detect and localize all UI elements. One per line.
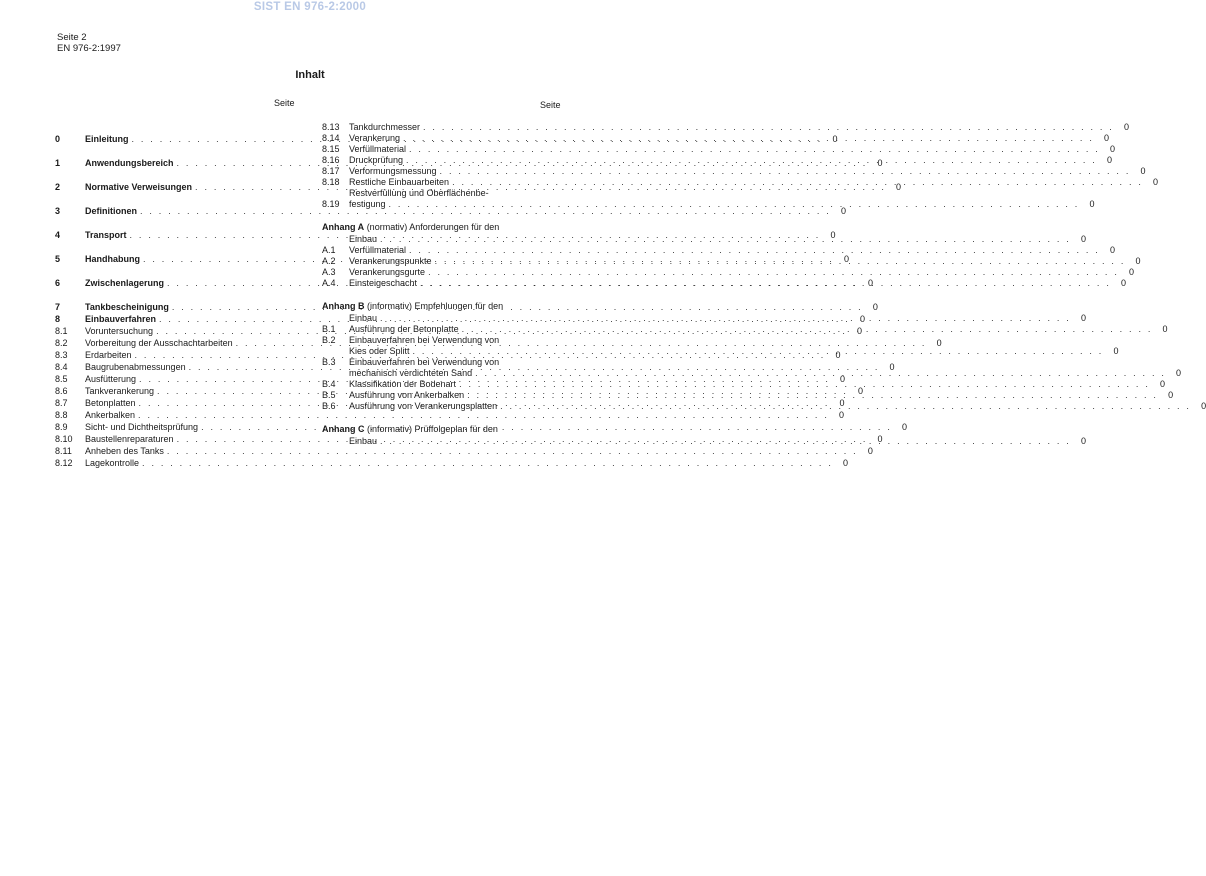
toc-title: Ausführung der Betonplatte	[349, 324, 459, 334]
dot-leader	[380, 313, 1071, 325]
toc-title: Druckprüfung	[349, 155, 404, 165]
toc-title: Klassifikation der Bodenart	[349, 379, 457, 389]
toc-title: Normative Verweisungen	[85, 182, 193, 192]
annex-label: Anhang B	[322, 301, 365, 311]
toc-entry-8-19[interactable]	[322, 188, 1095, 210]
toc-entry-8-18[interactable]	[322, 177, 1159, 188]
toc-annex-c[interactable]	[322, 424, 1087, 447]
toc-title: Einsteigeschacht	[349, 278, 418, 288]
toc-title-line2: festigung	[349, 199, 386, 209]
toc-title: Anheben des Tanks	[85, 446, 164, 456]
toc-entry-a-1[interactable]	[322, 245, 1116, 256]
toc-title: Verfüllmaterial	[349, 245, 407, 255]
toc-title: Voruntersuchung	[85, 326, 154, 336]
dot-leader	[380, 234, 1071, 246]
toc-number: 8.16	[322, 155, 340, 165]
toc-page: 0	[872, 302, 878, 312]
toc-page: 0	[843, 458, 849, 468]
toc-entry-8-8[interactable]	[55, 409, 845, 421]
toc-page: 0	[1121, 278, 1127, 288]
toc-title: Handhabung	[85, 254, 140, 264]
toc-page: 0	[1081, 435, 1087, 446]
toc-entry-8-13[interactable]	[322, 122, 1130, 133]
toc-title: Verformungsmessung	[349, 166, 437, 176]
toc-page: 0	[1140, 166, 1146, 176]
toc-title: Verfüllmaterial	[349, 144, 407, 154]
toc-title: Tankdurchmesser	[349, 122, 421, 132]
toc-page: 0	[889, 362, 895, 372]
dot-leader	[467, 390, 1158, 401]
annex-label: Anhang C	[322, 424, 365, 434]
toc-title-line2: mechanisch verdichteten Sand	[349, 368, 473, 378]
dot-leader	[500, 401, 1191, 412]
toc-number: 8.15	[322, 144, 340, 154]
toc-page: 0	[902, 422, 908, 432]
toc-page: 0	[835, 350, 841, 360]
toc-entry-8-15[interactable]	[322, 144, 1116, 155]
dot-leader	[413, 346, 1104, 357]
toc-number: B.1	[322, 324, 336, 334]
toc-title-line1: Einbauverfahren bei Verwendung von	[349, 335, 500, 345]
toc-page: 0	[1160, 379, 1166, 389]
toc-title-line2: Kies oder Splitt	[349, 346, 410, 356]
page-header	[57, 32, 121, 54]
toc-number: 8.14	[322, 133, 340, 143]
seite-label-left: Seite	[274, 98, 295, 108]
dot-leader	[420, 278, 1111, 289]
document-id: EN 976-2:1997	[57, 43, 121, 54]
toc-number: 6	[55, 278, 61, 288]
toc-number: A.3	[322, 267, 336, 277]
toc-page: 0	[1110, 144, 1116, 154]
toc-title: Lagekontrolle	[85, 458, 140, 468]
toc-number: 8.5	[55, 374, 68, 384]
toc-number: 5	[55, 254, 61, 264]
dot-leader	[440, 166, 1131, 177]
toc-number: 8.1	[55, 326, 68, 336]
toc-number: 8.12	[55, 458, 73, 468]
toc-title: Tankbescheinigung	[85, 302, 169, 312]
toc-entry-a-4[interactable]	[322, 278, 1127, 289]
dot-leader	[142, 457, 833, 469]
toc-title: Vorbereitung der Ausschachtarbeiten	[85, 338, 233, 348]
toc-title: Transport	[85, 230, 127, 240]
toc-page: 0	[1162, 324, 1168, 334]
toc-entry-a-3[interactable]	[322, 267, 1135, 278]
toc-page: 0	[839, 398, 845, 408]
annex-heading	[322, 424, 1086, 436]
toc-page: 0	[936, 338, 942, 348]
toc-page: 0	[843, 254, 849, 264]
toc-page: 0	[1176, 368, 1182, 378]
toc-number: 8.18	[322, 177, 340, 187]
toc-number: A.1	[322, 245, 336, 255]
toc-page: 0	[1104, 133, 1110, 143]
toc-page: 0	[858, 386, 864, 396]
dot-leader	[435, 256, 1126, 267]
toc-title-line1: Restverfüllung und Oberflächenbe-	[349, 188, 489, 198]
watermark: SIST EN 976-2:2000	[253, 1, 367, 13]
toc-title: Einleitung	[85, 134, 129, 144]
toc-number: 1	[55, 158, 61, 168]
toc-page: 0	[1153, 177, 1159, 187]
toc-page: 0	[1107, 155, 1113, 165]
dot-leader	[409, 144, 1100, 155]
toc-page: 0	[1168, 390, 1174, 400]
dot-leader	[462, 324, 1153, 335]
toc-annex-a[interactable]	[322, 222, 1087, 245]
toc-title: Sicht- und Dichtheitsprüfung	[85, 422, 199, 432]
toc-title: Ausführung von Verankerungsplatten	[349, 401, 498, 411]
toc-page: 0	[832, 134, 838, 144]
toc-number: 8.8	[55, 410, 68, 420]
dot-leader	[380, 436, 1071, 448]
toc-number: 8.2	[55, 338, 68, 348]
toc-number: 8.17	[322, 166, 340, 176]
toc-number: 8.9	[55, 422, 68, 432]
toc-number: 8.7	[55, 398, 68, 408]
dot-leader	[389, 199, 1080, 210]
toc-page: 0	[1110, 245, 1116, 255]
toc-page: 0	[1089, 199, 1095, 209]
dot-leader	[428, 267, 1119, 278]
toc-page: 0	[1135, 256, 1141, 266]
toc-page: 0	[896, 182, 902, 192]
toc-title: Baugrubenabmessungen	[85, 362, 186, 372]
toc-entry-b-2[interactable]	[322, 335, 1119, 357]
toc-number: 8.19	[322, 199, 340, 209]
toc-entry-b-1[interactable]	[322, 324, 1168, 335]
dot-leader	[452, 177, 1143, 188]
toc-title-line1: Einbauverfahren bei Verwendung von	[349, 357, 500, 367]
toc-number: B.4	[322, 379, 336, 389]
toc-number: B.5	[322, 390, 336, 400]
annex-heading-cont: Einbau	[349, 435, 378, 446]
toc-page: 0	[1113, 346, 1119, 356]
toc-title: Betonplatten	[85, 398, 136, 408]
toc-title: Anwendungsbereich	[85, 158, 174, 168]
toc-entry-b-5[interactable]	[322, 390, 1174, 401]
toc-number: 4	[55, 230, 61, 240]
toc-annex-b[interactable]	[322, 301, 1087, 324]
toc-page: 0	[1124, 122, 1130, 132]
toc-page: 0	[867, 446, 873, 456]
toc-title: Zwischenlagerung	[85, 278, 165, 288]
toc-entry-b-3[interactable]	[322, 357, 1182, 379]
toc-page: 0	[1129, 267, 1135, 277]
toc-number: B.6	[322, 401, 336, 411]
toc-number: 8.4	[55, 362, 68, 372]
page-title: Inhalt	[295, 69, 325, 81]
toc-number: B.3	[322, 357, 336, 367]
toc-number: 8.3	[55, 350, 68, 360]
annex-heading-rest: (informativ) Empfehlungen für den	[367, 301, 504, 311]
toc-number: 8.13	[322, 122, 340, 132]
toc-title: Definitionen	[85, 206, 137, 216]
toc-page: 0	[877, 158, 883, 168]
toc-entry-8-16[interactable]	[322, 155, 1113, 166]
toc-entry-b-4[interactable]	[322, 379, 1166, 390]
toc-number: 8.11	[55, 446, 72, 456]
toc-number: 2	[55, 182, 61, 192]
annex-heading-cont: Einbau	[349, 233, 378, 244]
toc-entry-8-11[interactable]	[55, 445, 873, 457]
toc-title: Restliche Einbauarbeiten	[349, 177, 450, 187]
annex-heading	[322, 301, 1086, 313]
toc-page: 0	[860, 314, 866, 324]
toc-number: B.2	[322, 335, 336, 345]
toc-number: 0	[55, 134, 61, 144]
toc-number: A.4	[322, 278, 336, 288]
toc-title: Verankerungsgurte	[349, 267, 426, 277]
toc-number: 8.10	[55, 434, 73, 444]
dot-leader	[475, 368, 1166, 379]
dot-leader	[403, 133, 1094, 144]
toc-right-column	[322, 122, 1206, 447]
annex-heading-cont: Einbau	[349, 312, 378, 323]
toc-number: 8	[55, 314, 61, 324]
toc-number: 8.6	[55, 386, 68, 396]
toc-entry-8-17[interactable]	[322, 166, 1146, 177]
toc-title: Ausführung von Ankerbalken	[349, 390, 465, 400]
toc-entry-8-12[interactable]	[55, 457, 849, 469]
annex-heading-rest: (normativ) Anforderungen für den	[366, 222, 500, 232]
toc-page: 0	[1201, 401, 1206, 411]
toc-title: Erdarbeiten	[85, 350, 132, 360]
annex-heading-rest: (informativ) Prüffolgeplan für den	[367, 424, 498, 434]
toc-number: 3	[55, 206, 61, 216]
toc-page: 0	[840, 374, 846, 384]
annex-heading	[322, 222, 1086, 234]
toc-page: 0	[1081, 312, 1087, 323]
dot-leader	[409, 245, 1100, 256]
toc-entry-a-2[interactable]	[322, 256, 1141, 267]
toc-entry-b-6[interactable]	[322, 401, 1206, 412]
toc-title: Ankerbalken	[85, 410, 136, 420]
toc-number: A.2	[322, 256, 336, 266]
toc-page: 0	[830, 230, 836, 240]
toc-title: Ausfütterung	[85, 374, 137, 384]
dot-leader	[423, 122, 1114, 133]
dot-leader	[406, 155, 1097, 166]
toc-title: Einbauverfahren	[85, 314, 157, 324]
toc-title: Tankverankerung	[85, 386, 155, 396]
toc-page: 0	[840, 206, 846, 216]
toc-number: 7	[55, 302, 61, 312]
annex-label: Anhang A	[322, 222, 365, 232]
toc-title: Verankerung	[349, 133, 401, 143]
seite-label-right: Seite	[540, 100, 561, 110]
toc-title: Verankerungspunkte	[349, 256, 432, 266]
toc-page: 0	[839, 410, 845, 420]
toc-entry-8[interactable]	[55, 313, 866, 325]
toc-title: Baustellenreparaturen	[85, 434, 174, 444]
toc-page: 0	[877, 434, 883, 444]
toc-page: 0	[857, 326, 863, 336]
toc-page: 0	[867, 278, 873, 288]
toc-page: 0	[1081, 233, 1087, 244]
page-number-label: Seite 2	[57, 32, 87, 43]
dot-leader	[459, 379, 1150, 390]
toc-entry-8-14[interactable]	[322, 133, 1110, 144]
